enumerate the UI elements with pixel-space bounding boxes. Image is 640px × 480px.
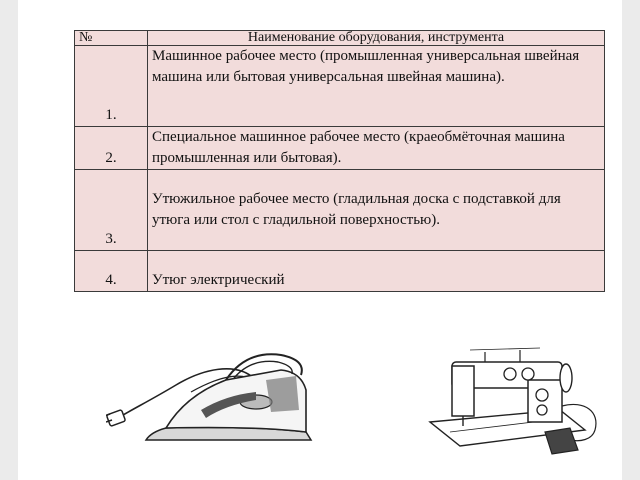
table-row	[75, 170, 605, 251]
row-name: Специальное машинное рабочее место (краеобмёточная машина промышленная или бытовая).	[148, 127, 605, 170]
table-row	[75, 46, 605, 127]
sewing-machine-image	[410, 340, 610, 462]
row-number: 1.	[75, 46, 148, 127]
iron-image	[106, 340, 324, 458]
row-number: 2.	[75, 127, 148, 170]
row-name: Машинное рабочее место (промышленная универсальная швейная машина или бытовая универсальная швейная машина).	[148, 46, 605, 127]
header-number: №	[75, 31, 148, 46]
row-name: Утюг электрический	[148, 251, 605, 292]
slide	[18, 0, 622, 480]
table-header-row	[75, 31, 605, 46]
table-row	[75, 251, 605, 292]
row-number: 3.	[75, 170, 148, 251]
equipment-table	[74, 30, 605, 292]
row-number: 4.	[75, 251, 148, 292]
sewing-machine-frame	[410, 340, 610, 462]
header-name: Наименование оборудования, инструмента	[148, 31, 605, 46]
row-name: Утюжильное рабочее место (гладильная доска с подставкой для утюга или стол с гладильной поверхностью).	[148, 170, 605, 251]
table-row	[75, 127, 605, 170]
